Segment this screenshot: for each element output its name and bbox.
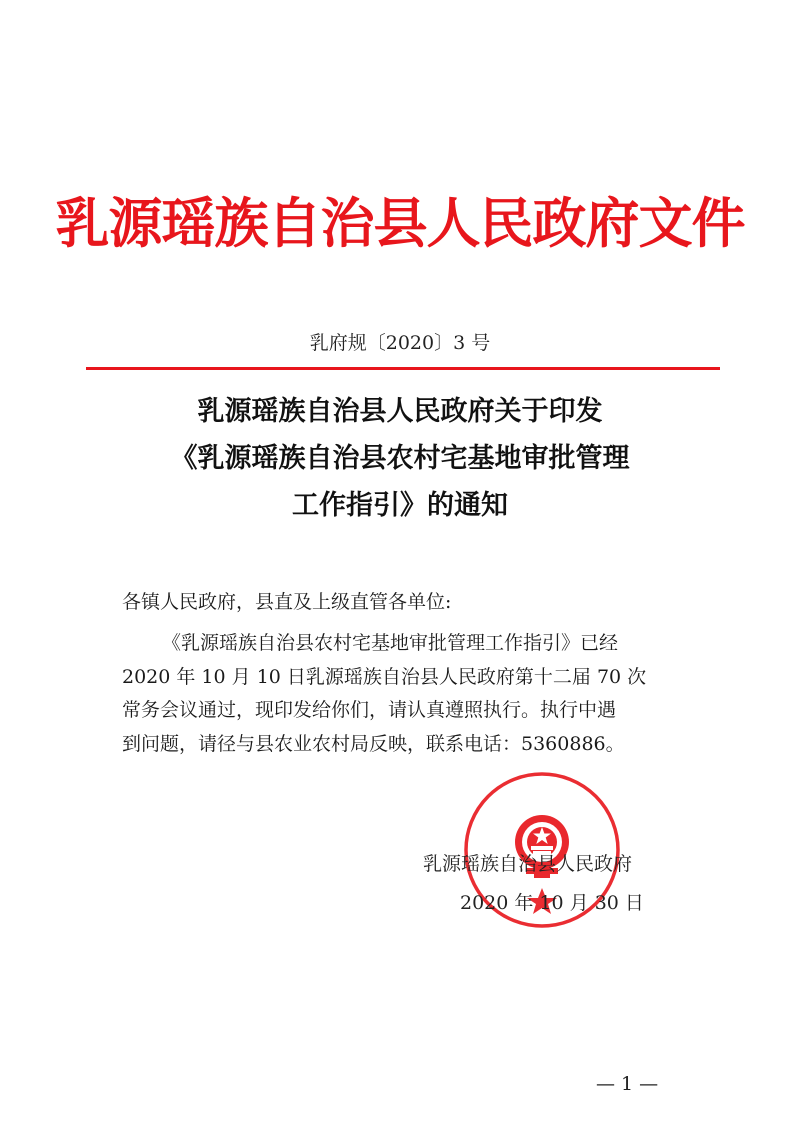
body-line: 常务会议通过，现印发给你们，请认真遵照执行。执行中遇 bbox=[122, 699, 617, 721]
page-number: — 1 — bbox=[596, 1073, 659, 1095]
body-paragraph bbox=[122, 627, 692, 761]
signing-authority: 乳源瑶族自治县人民政府 bbox=[423, 853, 633, 875]
title-line: 工作指引》的通知 bbox=[292, 490, 508, 521]
document-number: 乳府规〔2020〕3 号 bbox=[309, 332, 491, 354]
signing-date: 2020 年 10 月 30 日 bbox=[460, 892, 644, 914]
body-line: 《乳源瑶族自治县农村宅基地审批管理工作指引》已经 bbox=[162, 632, 619, 654]
notice-title bbox=[0, 388, 800, 529]
addressee-line: 各镇人民政府，县直及上级直管各单位: bbox=[122, 591, 452, 613]
red-divider-line bbox=[86, 367, 720, 370]
title-line: 乳源瑶族自治县人民政府关于印发 bbox=[197, 396, 603, 427]
body-line: 2020 年 10 月 10 日乳源瑶族自治县人民政府第十二届 70 次 bbox=[122, 665, 647, 688]
masthead-title: 乳源瑶族自治县人民政府文件 bbox=[55, 191, 745, 255]
title-line: 《乳源瑶族自治县农村宅基地审批管理 bbox=[170, 443, 630, 474]
body-line: 到问题，请径与县农业农村局反映，联系电话：5360886。 bbox=[122, 732, 625, 755]
